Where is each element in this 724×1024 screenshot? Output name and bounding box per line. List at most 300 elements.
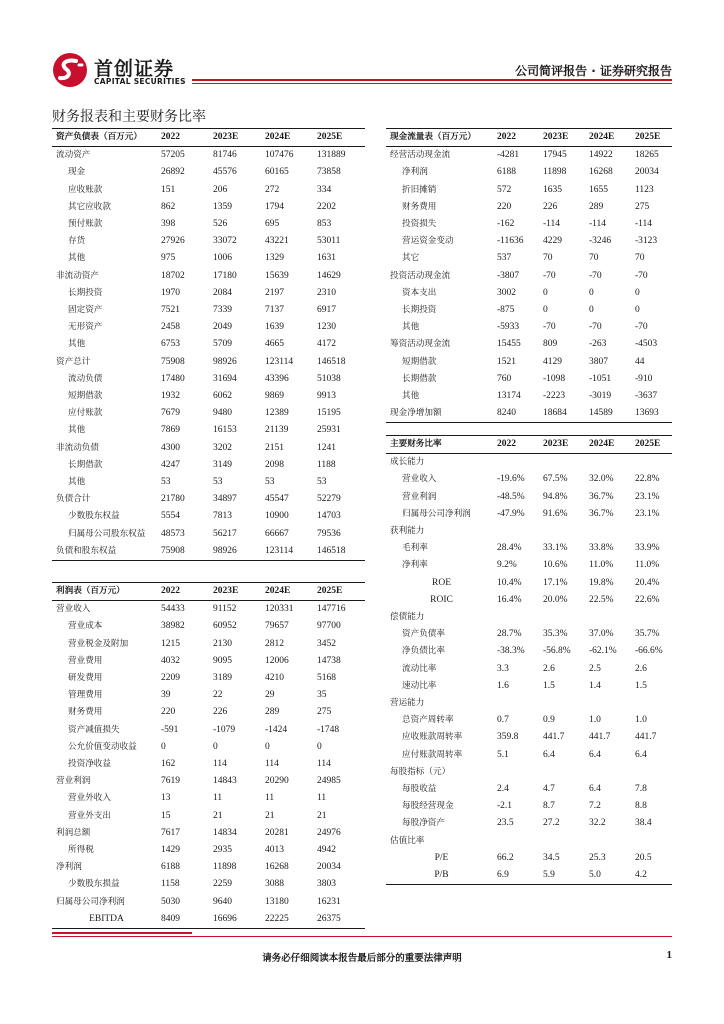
cell-value: 2812: [265, 638, 284, 649]
cell-value: 7137: [265, 305, 284, 316]
table-row: [386, 233, 672, 250]
cell-value: 2458: [161, 322, 180, 333]
cell-value: 2197: [265, 287, 284, 298]
cell-value: 1794: [265, 201, 284, 212]
cell-value: 1.0: [589, 715, 601, 726]
cell-value: 52279: [317, 494, 341, 505]
cell-value: 32.0%: [589, 474, 614, 485]
cell-value: -114: [543, 219, 561, 230]
row-label: 财务费用: [68, 707, 103, 718]
cell-value: 162: [161, 759, 176, 770]
cell-value: 24976: [317, 827, 341, 838]
cell-value: 11.0%: [589, 560, 614, 571]
row-label: 经营活动现金流: [390, 150, 451, 161]
cell-value: 16268: [589, 167, 613, 178]
table-row: [386, 764, 672, 781]
cell-value: [543, 695, 589, 712]
cell-value: 18265: [635, 150, 659, 161]
cell-value: 3.3: [497, 663, 509, 674]
table-header-row: [386, 129, 672, 147]
report-type: 公司简评报告 · 证券研究报告: [515, 64, 672, 78]
cell-value: 1.5: [635, 680, 647, 691]
cell-value: 1006: [213, 253, 232, 264]
legal-disclaimer: 请务必仔细阅读本报告最后部分的重要法律声明: [262, 953, 462, 964]
balance-sheet-table: [52, 128, 365, 561]
cell-value: 114: [317, 759, 331, 770]
cell-value: 2.6: [543, 663, 555, 674]
cell-value: 36.7%: [589, 508, 614, 519]
cell-value: 114: [265, 759, 279, 770]
cell-value: 53: [317, 477, 327, 488]
cell-value: 4942: [317, 845, 336, 856]
cell-value: 147716: [317, 604, 346, 615]
cell-value: 0: [213, 741, 218, 752]
cell-value: 28.4%: [497, 543, 522, 554]
row-label: 预付账款: [68, 219, 103, 230]
cell-value: 862: [161, 201, 176, 212]
table-row: [52, 371, 365, 388]
year-header: 2024E: [589, 436, 635, 454]
cell-value: 1359: [213, 201, 232, 212]
row-label: 投资损失: [402, 219, 437, 230]
year-header: 2023E: [213, 129, 265, 147]
cell-value: 25931: [317, 425, 341, 436]
cell-value: 526: [213, 219, 228, 230]
cell-value: 220: [161, 707, 176, 718]
cell-value: 9.2%: [497, 560, 517, 571]
cell-value: 5168: [317, 673, 336, 684]
cell-value: 11898: [213, 862, 237, 873]
row-label: 长期借款: [68, 459, 103, 470]
table-row: [52, 440, 365, 457]
cell-value: 12389: [265, 408, 289, 419]
cell-value: 21780: [161, 494, 185, 505]
row-label: 固定资产: [68, 305, 103, 316]
cell-value: 1521: [497, 356, 516, 367]
cell-value: -70: [635, 322, 648, 333]
cell-value: 81746: [213, 150, 237, 161]
cell-value: 67.5%: [543, 474, 568, 485]
year-header: 2025E: [317, 129, 365, 147]
header-rule-thin: [192, 83, 672, 84]
table-row: [386, 216, 672, 233]
row-label: 流动负债: [68, 373, 103, 384]
table-row: [52, 653, 365, 670]
cell-value: 23.5: [497, 818, 514, 829]
cell-value: 5554: [161, 511, 180, 522]
cell-value: 7619: [161, 776, 180, 787]
cell-value: -263: [589, 339, 607, 350]
row-label: 其他: [402, 322, 420, 333]
row-label: 公允价值变动收益: [68, 741, 137, 752]
cell-value: 24985: [317, 776, 341, 787]
cell-value: 809: [543, 339, 558, 350]
cell-value: [543, 833, 589, 850]
table-row: [52, 636, 365, 653]
cell-value: 4032: [161, 655, 180, 666]
cell-value: 3807: [589, 356, 608, 367]
table-row: [386, 867, 672, 885]
cell-value: 66667: [265, 528, 289, 539]
cell-value: -1051: [589, 373, 612, 384]
row-label: 营业利润: [402, 491, 437, 502]
row-label: 营业收入: [56, 604, 91, 615]
cell-value: -4503: [635, 339, 658, 350]
row-label: 存货: [68, 236, 86, 247]
cell-value: 20.4%: [635, 577, 660, 588]
cell-value: 53011: [317, 236, 341, 247]
cell-value: 13693: [635, 405, 672, 423]
row-label: 研发费用: [68, 673, 103, 684]
cell-value: 9869: [265, 391, 284, 402]
cell-value: 34.5: [543, 852, 560, 863]
cell-value: -3637: [635, 391, 658, 402]
cell-value: 13174: [497, 391, 521, 402]
table-header-row: [386, 436, 672, 454]
year-header: 2022: [497, 436, 543, 454]
cell-value: 0: [543, 287, 548, 298]
cell-value: [589, 609, 635, 626]
table-row: [386, 454, 672, 472]
row-label: 净负债比率: [402, 646, 445, 657]
cell-value: 17480: [161, 373, 185, 384]
cell-value: -19.6%: [497, 474, 525, 485]
cell-value: -70: [589, 270, 602, 281]
cell-value: 7617: [161, 827, 180, 838]
row-label: 利润总额: [56, 827, 91, 838]
cell-value: 27.2: [543, 818, 560, 829]
table-title: 主要财务比率: [386, 436, 497, 454]
table-row: [386, 678, 672, 695]
cell-value: 7.8: [635, 784, 647, 795]
cell-value: 1158: [161, 879, 180, 890]
cell-value: 10.6%: [543, 560, 568, 571]
row-label: 负债和股东权益: [52, 543, 161, 561]
row-label: 其它: [402, 253, 420, 264]
table-row: [386, 164, 672, 181]
table-row: [386, 250, 672, 267]
income-statement-table: [52, 582, 365, 929]
row-label: 净利润: [56, 862, 82, 873]
row-label: 筹资活动现金流: [390, 339, 451, 350]
cell-value: 6188: [161, 862, 180, 873]
table-row: [386, 199, 672, 216]
cell-value: 8240: [497, 405, 543, 423]
cell-value: -70: [543, 270, 556, 281]
year-header: 2023E: [543, 436, 589, 454]
cell-value: 57205: [161, 150, 185, 161]
row-label: 所得税: [68, 845, 94, 856]
cell-value: 272: [265, 184, 280, 195]
cell-value: 7679: [161, 408, 180, 419]
table-row: [386, 592, 672, 609]
section-title: 财务报表和主要财务比率: [52, 109, 206, 125]
cell-value: 14589: [589, 405, 635, 423]
cell-value: 1.0: [635, 715, 647, 726]
row-label: 其他: [402, 391, 420, 402]
row-label: 营业收入: [402, 474, 437, 485]
row-label: 总资产周转率: [402, 715, 454, 726]
table-row: [52, 474, 365, 491]
cell-value: 26892: [161, 167, 185, 178]
cell-value: 123114: [265, 356, 294, 367]
table-row: [386, 729, 672, 746]
table-row: [386, 712, 672, 729]
table-row: [52, 388, 365, 405]
row-label: 折旧摊销: [402, 184, 437, 195]
cell-value: 5030: [161, 896, 180, 907]
cell-value: 22.6%: [635, 594, 660, 605]
cell-value: -3019: [589, 391, 612, 402]
cell-value: 16153: [213, 425, 237, 436]
row-label: 非流动资产: [56, 270, 99, 281]
cell-value: 20281: [265, 827, 289, 838]
cell-value: [635, 523, 672, 540]
table-row: [52, 722, 365, 739]
table-row: [52, 354, 365, 371]
cell-value: 10900: [265, 511, 289, 522]
cell-value: 2.6: [635, 663, 647, 674]
table-row: [386, 354, 672, 371]
cell-value: 5709: [213, 339, 232, 350]
cell-value: 853: [317, 219, 332, 230]
cell-value: 398: [161, 219, 176, 230]
row-label: 净利率: [402, 560, 428, 571]
cell-value: [543, 523, 589, 540]
table-row: [386, 388, 672, 405]
cell-value: 25.3: [589, 852, 606, 863]
cell-value: 33.1%: [543, 543, 568, 554]
cell-value: 3202: [213, 442, 232, 453]
row-label: 资产总计: [56, 356, 91, 367]
cell-value: 206: [213, 184, 228, 195]
table-row: [386, 285, 672, 302]
cell-value: 60952: [213, 621, 237, 632]
cell-value: 15455: [497, 339, 521, 350]
row-label: 其他: [68, 253, 86, 264]
cell-value: -47.9%: [497, 508, 525, 519]
cell-value: 8.8: [635, 801, 647, 812]
row-label: 速动比率: [402, 680, 437, 691]
cell-value: 22: [213, 690, 223, 701]
cell-value: 1.6: [497, 680, 509, 691]
row-label: 归属母公司股东权益: [68, 528, 146, 539]
cell-value: 3452: [317, 638, 336, 649]
cell-value: 45547: [265, 494, 289, 505]
cell-value: [543, 454, 589, 472]
cell-value: 32.2: [589, 818, 606, 829]
cell-value: 6.4: [589, 749, 601, 760]
row-label: 少数股东权益: [68, 511, 120, 522]
cell-value: 38.4: [635, 818, 652, 829]
cell-value: -3246: [589, 236, 612, 247]
row-label: 应付账款周转率: [402, 749, 463, 760]
cell-value: -56.8%: [543, 646, 571, 657]
row-label: 成长能力: [390, 457, 425, 468]
year-header: 2022: [497, 129, 543, 147]
table-row: [386, 557, 672, 574]
cell-value: 7813: [213, 511, 232, 522]
table-row: [52, 199, 365, 216]
table-row: [52, 790, 365, 807]
cell-value: 21: [317, 810, 327, 821]
cell-value: 31694: [213, 373, 237, 384]
cell-value: 6062: [213, 391, 232, 402]
row-label: 获利能力: [390, 526, 425, 537]
capital-securities-logo-icon: [52, 52, 88, 88]
cell-value: 6.9: [497, 867, 543, 885]
year-header: 2025E: [635, 129, 672, 147]
cell-value: 20034: [635, 167, 659, 178]
cell-value: 9640: [213, 896, 232, 907]
row-label: 营业税金及附加: [68, 638, 129, 649]
cell-value: 2202: [317, 201, 336, 212]
cell-value: 760: [497, 373, 512, 384]
cell-value: 7339: [213, 305, 232, 316]
cell-value: 10.4%: [497, 577, 522, 588]
cell-value: 94.8%: [543, 491, 568, 502]
cell-value: 4013: [265, 845, 284, 856]
cell-value: 7521: [161, 305, 180, 316]
cell-value: 91152: [213, 604, 237, 615]
row-label: 每股净资产: [402, 818, 445, 829]
cell-value: 6.4: [635, 749, 647, 760]
table-row: [386, 575, 672, 592]
table-row: [386, 268, 672, 285]
cell-value: 2084: [213, 287, 232, 298]
row-label: 流动资产: [56, 150, 91, 161]
cell-value: 0.7: [497, 715, 509, 726]
table-row: [52, 216, 365, 233]
cell-value: 120331: [265, 604, 294, 615]
cell-value: 79536: [317, 528, 341, 539]
cell-value: 15: [161, 810, 171, 821]
cell-value: 3189: [213, 673, 232, 684]
cell-value: 14738: [317, 655, 341, 666]
cell-value: 2310: [317, 287, 336, 298]
row-label: P/B: [386, 867, 497, 885]
cell-value: 17.1%: [543, 577, 568, 588]
row-label: 每股收益: [402, 784, 437, 795]
cell-value: -910: [635, 373, 653, 384]
footer-rule-accent: [52, 932, 192, 934]
year-header: 2025E: [317, 583, 365, 601]
cell-value: 0: [161, 741, 166, 752]
cell-value: 18684: [543, 405, 589, 423]
table-row: [52, 543, 365, 561]
row-label: 负债合计: [56, 494, 91, 505]
cell-value: -48.5%: [497, 491, 525, 502]
cell-value: 0: [543, 305, 548, 316]
row-label: 其他: [68, 477, 86, 488]
row-label: 现金: [68, 167, 86, 178]
cell-value: 35: [317, 690, 327, 701]
table-row: [386, 471, 672, 488]
table-row: [386, 798, 672, 815]
cell-value: -1748: [317, 724, 340, 735]
cell-value: 48573: [161, 528, 185, 539]
cell-value: -2223: [543, 391, 566, 402]
table-row: [52, 670, 365, 687]
cell-value: 1631: [317, 253, 336, 264]
cell-value: 9913: [317, 391, 336, 402]
table-row: [52, 268, 365, 285]
cell-value: 1970: [161, 287, 180, 298]
cell-value: 14834: [213, 827, 237, 838]
cell-value: 43221: [265, 236, 289, 247]
table-row: [386, 405, 672, 423]
cell-value: 35.7%: [635, 629, 660, 640]
row-label: 每股指标（元）: [390, 766, 451, 777]
cell-value: [543, 609, 589, 626]
cell-value: 70: [635, 253, 645, 264]
cell-value: -38.3%: [497, 646, 525, 657]
cell-value: -2.1: [497, 801, 513, 812]
cell-value: [589, 764, 635, 781]
cell-value: 3803: [317, 879, 336, 890]
cell-value: 441.7: [543, 732, 565, 743]
cell-value: 2209: [161, 673, 180, 684]
cell-value: 26375: [317, 911, 365, 929]
row-label: 应收账款周转率: [402, 732, 463, 743]
row-label: 毛利率: [402, 543, 428, 554]
row-label: 其他: [68, 339, 86, 350]
cell-value: 11898: [543, 167, 567, 178]
row-label: 归属母公司净利润: [56, 896, 125, 907]
cell-value: [497, 609, 543, 626]
cell-value: 2098: [265, 459, 284, 470]
cell-value: 17945: [543, 150, 567, 161]
cell-value: 441.7: [635, 732, 657, 743]
cell-value: 45576: [213, 167, 237, 178]
row-label: 应付账款: [68, 408, 103, 419]
cell-value: 1188: [317, 459, 336, 470]
row-label: 长期投资: [402, 305, 437, 316]
row-label: 每股经营现金: [402, 801, 454, 812]
table-row: [52, 302, 365, 319]
cell-value: 1635: [543, 184, 562, 195]
year-header: 2025E: [635, 436, 672, 454]
cell-value: 16268: [265, 862, 289, 873]
cell-value: -11636: [497, 236, 524, 247]
year-header: 2024E: [589, 129, 635, 147]
cell-value: 44: [635, 356, 645, 367]
cell-value: [497, 454, 543, 472]
cell-value: [635, 695, 672, 712]
row-label: 营运资金变动: [402, 236, 454, 247]
cell-value: [497, 833, 543, 850]
table-row: [52, 825, 365, 842]
table-row: [52, 182, 365, 199]
cell-value: -5933: [497, 322, 520, 333]
cell-value: 27926: [161, 236, 185, 247]
cell-value: 2259: [213, 879, 232, 890]
cell-value: 29: [265, 690, 275, 701]
cell-value: 1639: [265, 322, 284, 333]
cell-value: 4229: [543, 236, 562, 247]
row-label: 短期借款: [402, 356, 437, 367]
cell-value: 11: [213, 793, 223, 804]
cell-value: 226: [543, 201, 558, 212]
row-label: 少数股东损益: [68, 879, 120, 890]
table-row: [52, 894, 365, 911]
cell-value: 22225: [265, 911, 317, 929]
row-label: 估值比率: [390, 835, 425, 846]
table-row: [386, 371, 672, 388]
table-row: [386, 182, 672, 199]
cell-value: 18702: [161, 270, 185, 281]
row-label: 现金净增加额: [386, 405, 497, 423]
